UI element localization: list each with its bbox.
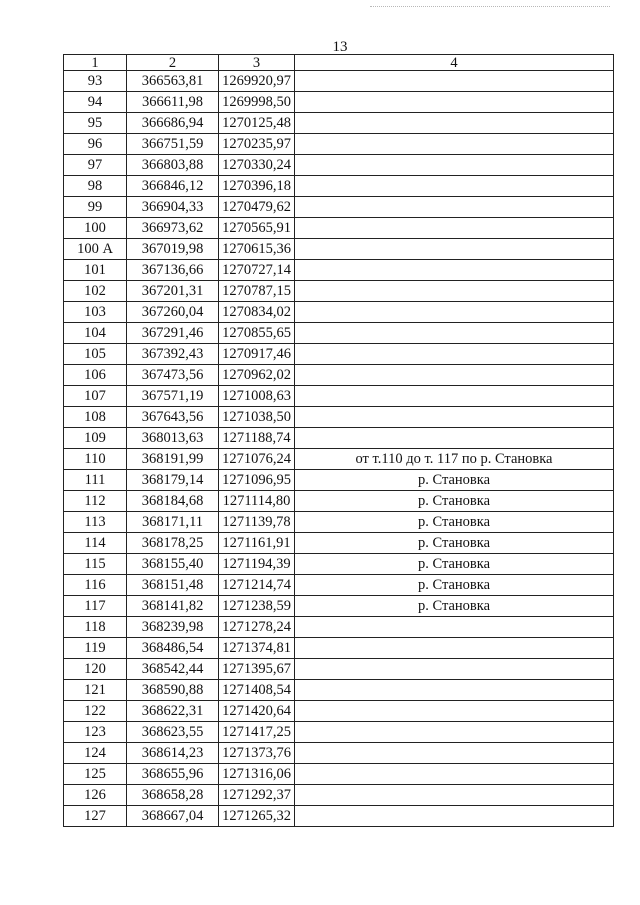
description-cell bbox=[295, 176, 614, 197]
description-cell bbox=[295, 638, 614, 659]
y-coordinate-cell: 1271038,50 bbox=[219, 407, 295, 428]
description-cell bbox=[295, 155, 614, 176]
y-coordinate-cell: 1271096,95 bbox=[219, 470, 295, 491]
y-coordinate-cell: 1271238,59 bbox=[219, 596, 295, 617]
description-cell bbox=[295, 218, 614, 239]
y-coordinate-cell: 1271265,32 bbox=[219, 806, 295, 827]
table-row bbox=[64, 407, 614, 428]
x-coordinate-cell: 368239,98 bbox=[127, 617, 219, 638]
table-row bbox=[64, 197, 614, 218]
point-number-cell: 111 bbox=[64, 470, 127, 491]
table-row bbox=[64, 470, 614, 491]
point-number-cell: 125 bbox=[64, 764, 127, 785]
point-number-cell: 118 bbox=[64, 617, 127, 638]
table-row bbox=[64, 386, 614, 407]
y-coordinate-cell: 1270479,62 bbox=[219, 197, 295, 218]
table-row bbox=[64, 659, 614, 680]
point-number-cell: 107 bbox=[64, 386, 127, 407]
x-coordinate-cell: 368178,25 bbox=[127, 533, 219, 554]
description-cell bbox=[295, 764, 614, 785]
table-row bbox=[64, 281, 614, 302]
y-coordinate-cell: 1270855,65 bbox=[219, 323, 295, 344]
description-cell: р. Становка bbox=[295, 491, 614, 512]
table-body bbox=[64, 71, 614, 827]
y-coordinate-cell: 1270834,02 bbox=[219, 302, 295, 323]
x-coordinate-cell: 367392,43 bbox=[127, 344, 219, 365]
point-number-cell: 110 bbox=[64, 449, 127, 470]
y-coordinate-cell: 1270125,48 bbox=[219, 113, 295, 134]
table-row bbox=[64, 617, 614, 638]
y-coordinate-cell: 1271114,80 bbox=[219, 491, 295, 512]
x-coordinate-cell: 368590,88 bbox=[127, 680, 219, 701]
x-coordinate-cell: 368614,23 bbox=[127, 743, 219, 764]
table-row bbox=[64, 764, 614, 785]
point-number-cell: 104 bbox=[64, 323, 127, 344]
x-coordinate-cell: 368171,11 bbox=[127, 512, 219, 533]
table-row bbox=[64, 701, 614, 722]
description-cell bbox=[295, 407, 614, 428]
point-number-cell: 117 bbox=[64, 596, 127, 617]
y-coordinate-cell: 1269998,50 bbox=[219, 92, 295, 113]
description-cell: р. Становка bbox=[295, 470, 614, 491]
table-row bbox=[64, 554, 614, 575]
x-coordinate-cell: 368155,40 bbox=[127, 554, 219, 575]
x-coordinate-cell: 366563,81 bbox=[127, 71, 219, 92]
point-number-cell: 116 bbox=[64, 575, 127, 596]
description-cell bbox=[295, 365, 614, 386]
point-number-cell: 100 А bbox=[64, 239, 127, 260]
x-coordinate-cell: 368623,55 bbox=[127, 722, 219, 743]
point-number-cell: 124 bbox=[64, 743, 127, 764]
description-cell bbox=[295, 386, 614, 407]
y-coordinate-cell: 1271161,91 bbox=[219, 533, 295, 554]
y-coordinate-cell: 1271139,78 bbox=[219, 512, 295, 533]
y-coordinate-cell: 1270917,46 bbox=[219, 344, 295, 365]
y-coordinate-cell: 1271417,25 bbox=[219, 722, 295, 743]
point-number-cell: 123 bbox=[64, 722, 127, 743]
x-coordinate-cell: 368179,14 bbox=[127, 470, 219, 491]
x-coordinate-cell: 368141,82 bbox=[127, 596, 219, 617]
table-row bbox=[64, 260, 614, 281]
table-row bbox=[64, 512, 614, 533]
x-coordinate-cell: 367643,56 bbox=[127, 407, 219, 428]
y-coordinate-cell: 1271373,76 bbox=[219, 743, 295, 764]
y-coordinate-cell: 1271188,74 bbox=[219, 428, 295, 449]
description-cell bbox=[295, 281, 614, 302]
y-coordinate-cell: 1270962,02 bbox=[219, 365, 295, 386]
y-coordinate-cell: 1270787,15 bbox=[219, 281, 295, 302]
x-coordinate-cell: 368655,96 bbox=[127, 764, 219, 785]
table-row bbox=[64, 722, 614, 743]
table-row bbox=[64, 134, 614, 155]
table-row bbox=[64, 596, 614, 617]
x-coordinate-cell: 366973,62 bbox=[127, 218, 219, 239]
page-number: 13 bbox=[332, 39, 348, 55]
y-coordinate-cell: 1270565,91 bbox=[219, 218, 295, 239]
description-cell bbox=[295, 701, 614, 722]
table-row bbox=[64, 533, 614, 554]
description-cell bbox=[295, 680, 614, 701]
table-header bbox=[64, 55, 614, 71]
point-number-cell: 94 bbox=[64, 92, 127, 113]
point-number-cell: 113 bbox=[64, 512, 127, 533]
y-coordinate-cell: 1271194,39 bbox=[219, 554, 295, 575]
point-number-cell: 120 bbox=[64, 659, 127, 680]
x-coordinate-cell: 367571,19 bbox=[127, 386, 219, 407]
table-row bbox=[64, 491, 614, 512]
description-cell bbox=[295, 785, 614, 806]
x-coordinate-cell: 367473,56 bbox=[127, 365, 219, 386]
y-coordinate-cell: 1271292,37 bbox=[219, 785, 295, 806]
table-row bbox=[64, 176, 614, 197]
table-row bbox=[64, 239, 614, 260]
point-number-cell: 97 bbox=[64, 155, 127, 176]
y-coordinate-cell: 1271395,67 bbox=[219, 659, 295, 680]
y-coordinate-cell: 1271420,64 bbox=[219, 701, 295, 722]
description-cell: р. Становка bbox=[295, 512, 614, 533]
x-coordinate-cell: 368486,54 bbox=[127, 638, 219, 659]
column-header-2: 2 bbox=[127, 55, 219, 71]
table-row bbox=[64, 785, 614, 806]
table-row bbox=[64, 113, 614, 134]
point-number-cell: 109 bbox=[64, 428, 127, 449]
y-coordinate-cell: 1270615,36 bbox=[219, 239, 295, 260]
point-number-cell: 105 bbox=[64, 344, 127, 365]
description-cell bbox=[295, 428, 614, 449]
x-coordinate-cell: 367201,31 bbox=[127, 281, 219, 302]
y-coordinate-cell: 1270396,18 bbox=[219, 176, 295, 197]
description-cell bbox=[295, 302, 614, 323]
x-coordinate-cell: 366846,12 bbox=[127, 176, 219, 197]
x-coordinate-cell: 368151,48 bbox=[127, 575, 219, 596]
y-coordinate-cell: 1271278,24 bbox=[219, 617, 295, 638]
point-number-cell: 101 bbox=[64, 260, 127, 281]
y-coordinate-cell: 1271076,24 bbox=[219, 449, 295, 470]
table-row bbox=[64, 638, 614, 659]
description-cell: р. Становка bbox=[295, 575, 614, 596]
description-cell bbox=[295, 134, 614, 155]
point-number-cell: 121 bbox=[64, 680, 127, 701]
x-coordinate-cell: 367291,46 bbox=[127, 323, 219, 344]
point-number-cell: 99 bbox=[64, 197, 127, 218]
y-coordinate-cell: 1271214,74 bbox=[219, 575, 295, 596]
point-number-cell: 96 bbox=[64, 134, 127, 155]
point-number-cell: 112 bbox=[64, 491, 127, 512]
x-coordinate-cell: 368658,28 bbox=[127, 785, 219, 806]
table-row bbox=[64, 743, 614, 764]
column-header-1: 1 bbox=[64, 55, 127, 71]
y-coordinate-cell: 1270235,97 bbox=[219, 134, 295, 155]
coordinates-table bbox=[63, 54, 614, 827]
table-row bbox=[64, 449, 614, 470]
x-coordinate-cell: 368013,63 bbox=[127, 428, 219, 449]
description-cell: от т.110 до т. 117 по р. Становка bbox=[295, 449, 614, 470]
y-coordinate-cell: 1271316,06 bbox=[219, 764, 295, 785]
y-coordinate-cell: 1271008,63 bbox=[219, 386, 295, 407]
y-coordinate-cell: 1270330,24 bbox=[219, 155, 295, 176]
table-row bbox=[64, 365, 614, 386]
x-coordinate-cell: 368542,44 bbox=[127, 659, 219, 680]
x-coordinate-cell: 368667,04 bbox=[127, 806, 219, 827]
point-number-cell: 102 bbox=[64, 281, 127, 302]
description-cell: р. Становка bbox=[295, 533, 614, 554]
x-coordinate-cell: 367019,98 bbox=[127, 239, 219, 260]
y-coordinate-cell: 1271374,81 bbox=[219, 638, 295, 659]
description-cell bbox=[295, 344, 614, 365]
table-row bbox=[64, 71, 614, 92]
point-number-cell: 93 bbox=[64, 71, 127, 92]
table-row bbox=[64, 344, 614, 365]
x-coordinate-cell: 368622,31 bbox=[127, 701, 219, 722]
table-row bbox=[64, 680, 614, 701]
description-cell bbox=[295, 239, 614, 260]
table-row bbox=[64, 218, 614, 239]
x-coordinate-cell: 367260,04 bbox=[127, 302, 219, 323]
y-coordinate-cell: 1270727,14 bbox=[219, 260, 295, 281]
table-row bbox=[64, 806, 614, 827]
point-number-cell: 106 bbox=[64, 365, 127, 386]
x-coordinate-cell: 366904,33 bbox=[127, 197, 219, 218]
description-cell bbox=[295, 617, 614, 638]
table-row bbox=[64, 428, 614, 449]
point-number-cell: 95 bbox=[64, 113, 127, 134]
header-row bbox=[64, 55, 614, 71]
point-number-cell: 100 bbox=[64, 218, 127, 239]
description-cell bbox=[295, 722, 614, 743]
table-row bbox=[64, 92, 614, 113]
description-cell bbox=[295, 806, 614, 827]
x-coordinate-cell: 366803,88 bbox=[127, 155, 219, 176]
description-cell bbox=[295, 113, 614, 134]
point-number-cell: 119 bbox=[64, 638, 127, 659]
x-coordinate-cell: 366686,94 bbox=[127, 113, 219, 134]
scan-artifact-line bbox=[370, 6, 610, 7]
description-cell bbox=[295, 92, 614, 113]
x-coordinate-cell: 368191,99 bbox=[127, 449, 219, 470]
y-coordinate-cell: 1269920,97 bbox=[219, 71, 295, 92]
description-cell bbox=[295, 659, 614, 680]
x-coordinate-cell: 366751,59 bbox=[127, 134, 219, 155]
x-coordinate-cell: 368184,68 bbox=[127, 491, 219, 512]
x-coordinate-cell: 366611,98 bbox=[127, 92, 219, 113]
x-coordinate-cell: 367136,66 bbox=[127, 260, 219, 281]
y-coordinate-cell: 1271408,54 bbox=[219, 680, 295, 701]
description-cell: р. Становка bbox=[295, 554, 614, 575]
description-cell bbox=[295, 260, 614, 281]
column-header-3: 3 bbox=[219, 55, 295, 71]
table-row bbox=[64, 155, 614, 176]
point-number-cell: 127 bbox=[64, 806, 127, 827]
column-header-4: 4 bbox=[295, 55, 614, 71]
point-number-cell: 103 bbox=[64, 302, 127, 323]
description-cell bbox=[295, 323, 614, 344]
description-cell bbox=[295, 743, 614, 764]
table-row bbox=[64, 323, 614, 344]
table-row bbox=[64, 575, 614, 596]
table-row bbox=[64, 302, 614, 323]
point-number-cell: 115 bbox=[64, 554, 127, 575]
point-number-cell: 126 bbox=[64, 785, 127, 806]
description-cell: р. Становка bbox=[295, 596, 614, 617]
point-number-cell: 108 bbox=[64, 407, 127, 428]
point-number-cell: 98 bbox=[64, 176, 127, 197]
description-cell bbox=[295, 71, 614, 92]
description-cell bbox=[295, 197, 614, 218]
point-number-cell: 114 bbox=[64, 533, 127, 554]
point-number-cell: 122 bbox=[64, 701, 127, 722]
